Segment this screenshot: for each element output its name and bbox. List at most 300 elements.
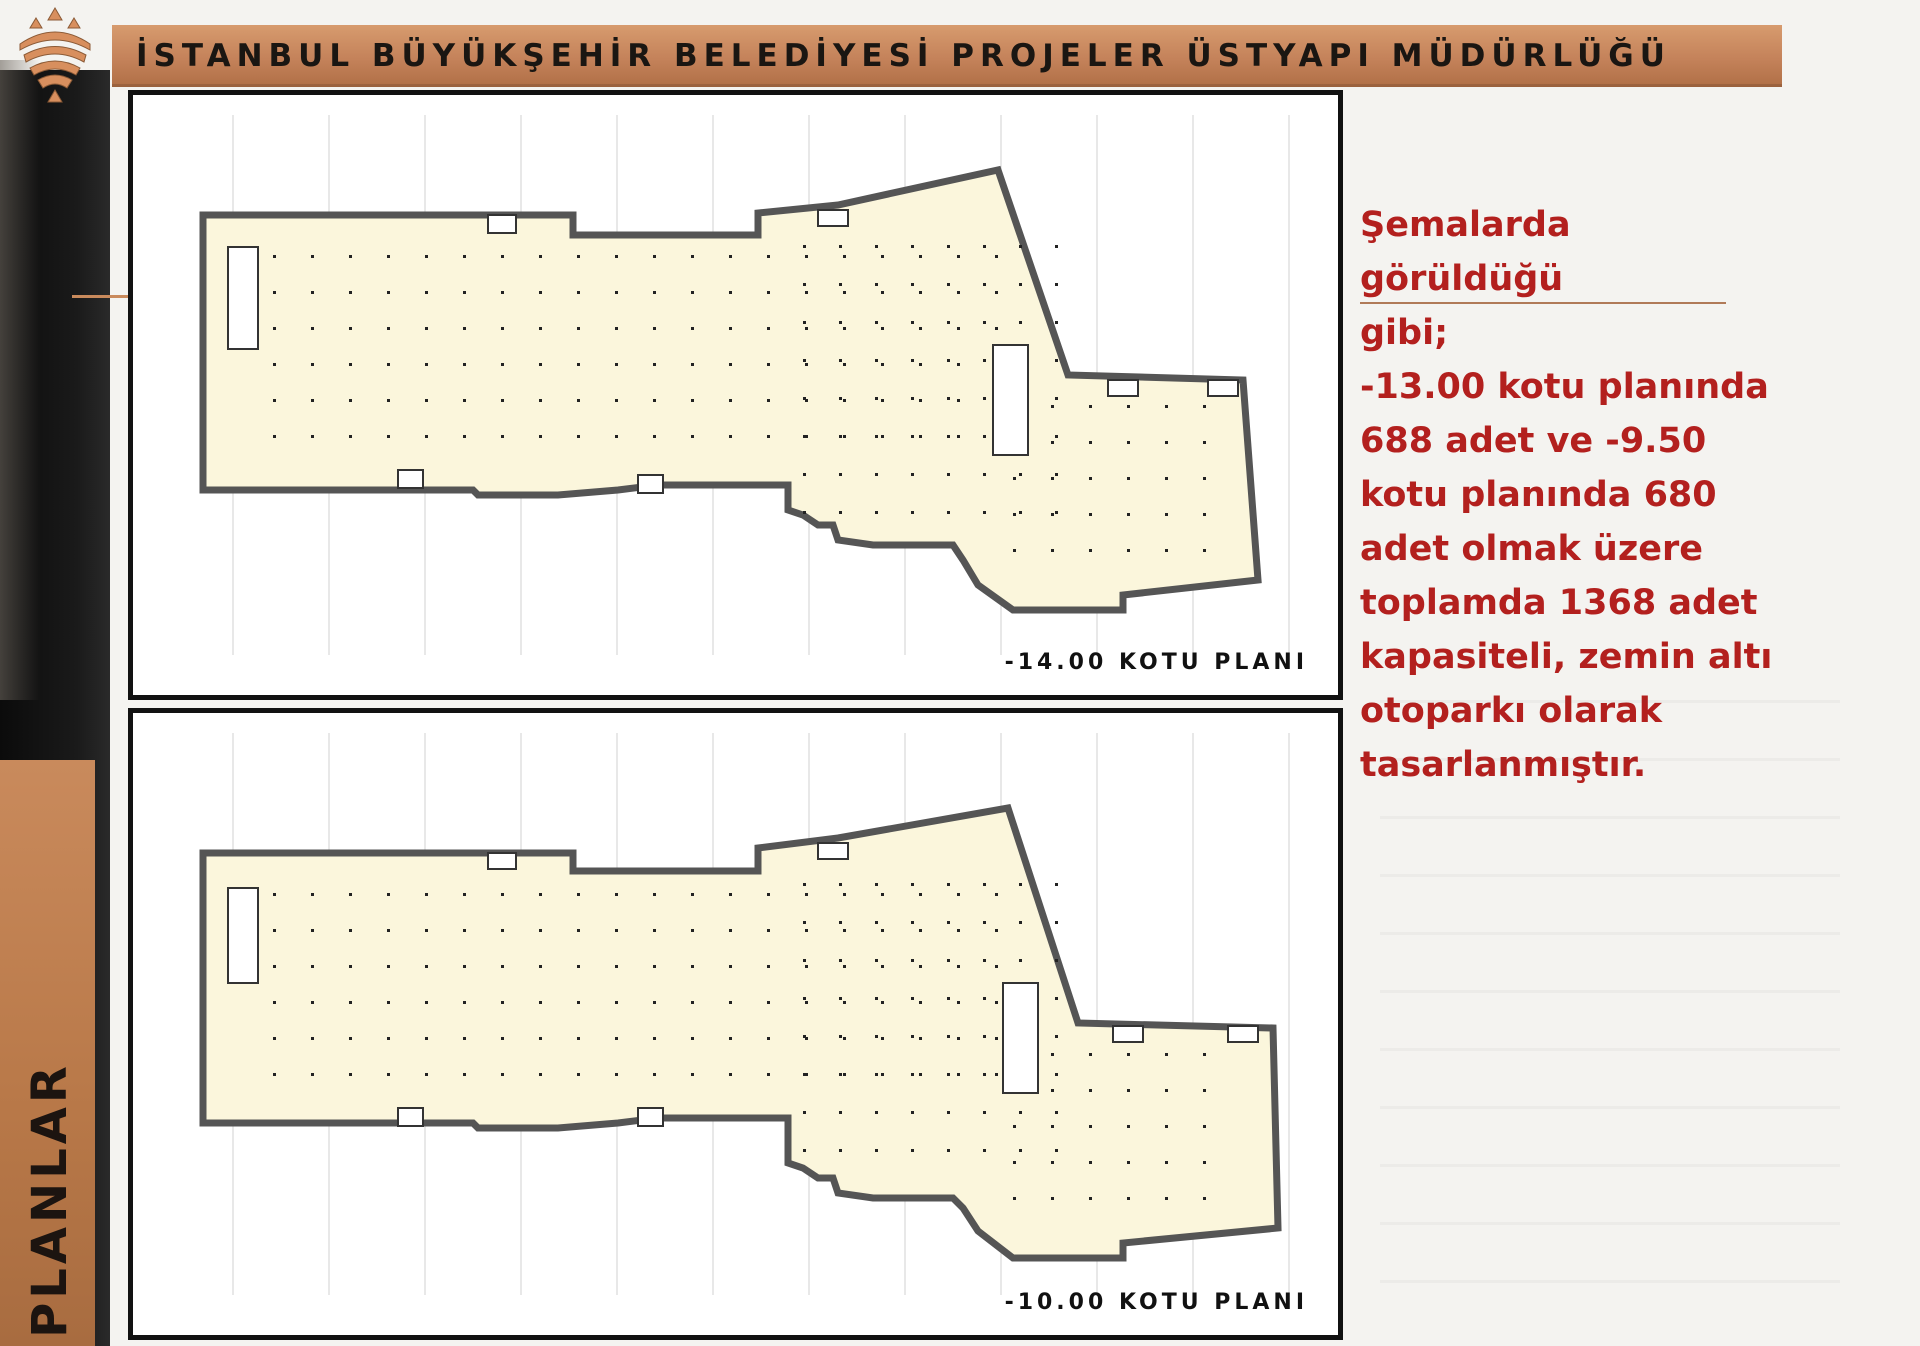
column-dot: [983, 1149, 986, 1152]
column-dot: [911, 359, 914, 362]
column-dot: [983, 997, 986, 1000]
plan-label: -10.00 KOTU PLANI: [1004, 1290, 1308, 1315]
column-dot: [803, 1149, 806, 1152]
column-dot: [839, 1035, 842, 1038]
column-dot: [1055, 321, 1058, 324]
column-dot: [911, 245, 914, 248]
column-dot: [919, 1073, 922, 1076]
column-dot: [1055, 1035, 1058, 1038]
column-dot: [729, 399, 732, 402]
column-dot: [729, 1037, 732, 1040]
column-dot: [1089, 1125, 1092, 1128]
ramp: [228, 247, 258, 349]
column-dot: [803, 321, 806, 324]
column-dot: [881, 363, 884, 366]
column-dot: [425, 435, 428, 438]
column-dot: [729, 255, 732, 258]
column-dot: [919, 255, 922, 258]
column-dot: [729, 965, 732, 968]
column-dot: [653, 327, 656, 330]
column-dot: [425, 291, 428, 294]
column-dot: [839, 473, 842, 476]
column-dot: [577, 327, 580, 330]
info-line: 688 adet ve -9.50: [1360, 421, 1707, 461]
column-dot: [425, 965, 428, 968]
column-dot: [983, 1111, 986, 1114]
column-dot: [1089, 1197, 1092, 1200]
column-dot: [577, 1037, 580, 1040]
column-dot: [653, 435, 656, 438]
column-dot: [349, 1037, 352, 1040]
column-dot: [803, 921, 806, 924]
column-dot: [875, 245, 878, 248]
column-dot: [539, 363, 542, 366]
column-dot: [1089, 549, 1092, 552]
info-line: gibi;: [1360, 313, 1449, 353]
column-dot: [843, 363, 846, 366]
column-dot: [911, 1111, 914, 1114]
column-dot: [387, 1001, 390, 1004]
column-dot: [1055, 921, 1058, 924]
column-dot: [839, 511, 842, 514]
column-dot: [911, 283, 914, 286]
column-dot: [875, 997, 878, 1000]
column-dot: [911, 959, 914, 962]
column-dot: [349, 255, 352, 258]
column-dot: [995, 327, 998, 330]
column-dot: [463, 363, 466, 366]
column-dot: [947, 959, 950, 962]
column-dot: [803, 245, 806, 248]
column-dot: [1127, 549, 1130, 552]
column-dot: [577, 435, 580, 438]
column-dot: [875, 397, 878, 400]
column-dot: [1203, 441, 1206, 444]
column-dot: [691, 435, 694, 438]
column-dot: [1089, 513, 1092, 516]
column-dot: [957, 291, 960, 294]
column-dot: [349, 929, 352, 932]
column-dot: [957, 965, 960, 968]
column-dot: [653, 893, 656, 896]
column-dot: [1089, 1053, 1092, 1056]
column-dot: [539, 399, 542, 402]
column-dot: [1165, 477, 1168, 480]
column-dot: [1055, 435, 1058, 438]
column-dot: [881, 1073, 884, 1076]
column-dot: [273, 291, 276, 294]
column-dot: [501, 435, 504, 438]
column-dot: [1089, 1161, 1092, 1164]
column-dot: [349, 435, 352, 438]
column-dot: [1127, 405, 1130, 408]
column-dot: [387, 327, 390, 330]
column-dot: [425, 363, 428, 366]
column-dot: [425, 1073, 428, 1076]
column-dot: [1055, 245, 1058, 248]
column-dot: [947, 1073, 950, 1076]
column-dot: [767, 255, 770, 258]
column-dot: [349, 1001, 352, 1004]
column-dot: [839, 359, 842, 362]
column-dot: [691, 1037, 694, 1040]
column-dot: [947, 997, 950, 1000]
column-dot: [843, 1037, 846, 1040]
column-dot: [767, 327, 770, 330]
core: [398, 470, 423, 488]
column-dot: [311, 327, 314, 330]
column-dot: [1019, 921, 1022, 924]
column-dot: [911, 321, 914, 324]
column-dot: [843, 1073, 846, 1076]
column-dot: [1165, 1125, 1168, 1128]
column-dot: [577, 1073, 580, 1076]
column-dot: [1051, 1089, 1054, 1092]
column-dot: [691, 363, 694, 366]
info-line: otoparkı olarak: [1360, 691, 1663, 731]
column-dot: [1055, 511, 1058, 514]
column-dot: [1051, 1161, 1054, 1164]
page-title: İSTANBUL BÜYÜKŞEHİR BELEDİYESİ PROJELER ÜSTYAPI MÜDÜRLÜĞÜ: [136, 38, 1671, 74]
column-dot: [311, 1037, 314, 1040]
column-dot: [919, 965, 922, 968]
core: [818, 210, 848, 226]
column-dot: [957, 255, 960, 258]
column-dot: [911, 997, 914, 1000]
column-dot: [843, 1001, 846, 1004]
column-dot: [1127, 1197, 1130, 1200]
column-dot: [805, 363, 808, 366]
column-dot: [1165, 549, 1168, 552]
column-dot: [1055, 959, 1058, 962]
column-dot: [463, 1037, 466, 1040]
core: [1208, 380, 1238, 396]
column-dot: [1013, 549, 1016, 552]
column-dot: [729, 327, 732, 330]
column-dot: [1013, 513, 1016, 516]
column-dot: [1013, 1161, 1016, 1164]
column-dot: [463, 399, 466, 402]
floor-plan-drawing: [133, 95, 1338, 695]
column-dot: [1165, 1197, 1168, 1200]
column-dot: [843, 327, 846, 330]
column-dot: [919, 893, 922, 896]
column-dot: [983, 283, 986, 286]
column-dot: [803, 397, 806, 400]
column-dot: [501, 255, 504, 258]
column-dot: [839, 245, 842, 248]
column-dot: [1127, 1053, 1130, 1056]
column-dot: [911, 397, 914, 400]
column-dot: [947, 245, 950, 248]
column-dot: [463, 435, 466, 438]
column-dot: [983, 921, 986, 924]
section-tab-label-wrap: [0, 1060, 100, 1340]
column-dot: [1203, 1197, 1206, 1200]
column-dot: [957, 435, 960, 438]
column-dot: [947, 1149, 950, 1152]
column-dot: [1019, 883, 1022, 886]
column-dot: [1051, 1197, 1054, 1200]
column-dot: [995, 291, 998, 294]
column-dot: [539, 965, 542, 968]
column-dot: [881, 399, 884, 402]
column-dot: [803, 473, 806, 476]
floor-plan-drawing: [133, 713, 1338, 1335]
floor-outline: [203, 170, 1258, 610]
column-dot: [839, 883, 842, 886]
column-dot: [577, 965, 580, 968]
column-dot: [273, 893, 276, 896]
column-dot: [273, 363, 276, 366]
column-dot: [539, 893, 542, 896]
column-dot: [839, 1073, 842, 1076]
column-dot: [767, 1073, 770, 1076]
column-dot: [1051, 441, 1054, 444]
column-dot: [1013, 1197, 1016, 1200]
column-dot: [803, 359, 806, 362]
column-dot: [957, 1001, 960, 1004]
column-dot: [311, 399, 314, 402]
column-dot: [463, 929, 466, 932]
column-dot: [463, 1073, 466, 1076]
column-dot: [881, 327, 884, 330]
column-dot: [803, 1073, 806, 1076]
column-dot: [577, 1001, 580, 1004]
column-dot: [1055, 283, 1058, 286]
column-dot: [615, 435, 618, 438]
column-dot: [1165, 1089, 1168, 1092]
column-dot: [839, 921, 842, 924]
column-dot: [767, 929, 770, 932]
column-dot: [947, 435, 950, 438]
section-tab-label: PLANLAR: [22, 1062, 78, 1338]
plan-label: -14.00 KOTU PLANI: [1004, 650, 1308, 675]
column-dot: [653, 1001, 656, 1004]
column-dot: [947, 511, 950, 514]
column-dot: [463, 255, 466, 258]
ramp: [993, 345, 1028, 455]
column-dot: [881, 255, 884, 258]
column-dot: [947, 359, 950, 362]
core: [1113, 1026, 1143, 1042]
column-dot: [273, 1037, 276, 1040]
column-dot: [501, 399, 504, 402]
column-dot: [1019, 1111, 1022, 1114]
column-dot: [1055, 1149, 1058, 1152]
column-dot: [577, 929, 580, 932]
column-dot: [839, 959, 842, 962]
column-dot: [767, 363, 770, 366]
column-dot: [805, 255, 808, 258]
column-dot: [577, 399, 580, 402]
column-dot: [947, 397, 950, 400]
column-dot: [875, 511, 878, 514]
column-dot: [273, 327, 276, 330]
column-dot: [911, 921, 914, 924]
column-dot: [273, 929, 276, 932]
column-dot: [995, 1073, 998, 1076]
header-bar: [112, 25, 1782, 87]
info-line: tasarlanmıştır.: [1360, 745, 1647, 785]
column-dot: [1127, 513, 1130, 516]
column-dot: [1203, 513, 1206, 516]
column-dot: [539, 255, 542, 258]
column-dot: [1127, 1089, 1130, 1092]
column-dot: [983, 473, 986, 476]
column-dot: [843, 291, 846, 294]
column-dot: [425, 255, 428, 258]
column-dot: [881, 929, 884, 932]
column-dot: [273, 399, 276, 402]
core: [638, 1108, 663, 1126]
column-dot: [539, 291, 542, 294]
column-dot: [615, 965, 618, 968]
column-dot: [425, 399, 428, 402]
column-dot: [875, 883, 878, 886]
column-dot: [805, 291, 808, 294]
column-dot: [957, 929, 960, 932]
background-ghost: [1380, 700, 1840, 1300]
column-dot: [653, 363, 656, 366]
column-dot: [387, 965, 390, 968]
column-dot: [615, 1073, 618, 1076]
column-dot: [995, 893, 998, 896]
column-dot: [881, 965, 884, 968]
core: [398, 1108, 423, 1126]
core: [818, 843, 848, 859]
column-dot: [387, 893, 390, 896]
column-dot: [273, 435, 276, 438]
column-dot: [691, 965, 694, 968]
column-dot: [875, 1149, 878, 1152]
column-dot: [653, 1037, 656, 1040]
column-dot: [1089, 1089, 1092, 1092]
column-dot: [539, 327, 542, 330]
column-dot: [501, 929, 504, 932]
column-dot: [839, 397, 842, 400]
column-dot: [349, 363, 352, 366]
column-dot: [995, 1001, 998, 1004]
column-dot: [1127, 1161, 1130, 1164]
column-dot: [691, 1073, 694, 1076]
column-dot: [957, 399, 960, 402]
column-dot: [1055, 359, 1058, 362]
column-dot: [463, 327, 466, 330]
column-dot: [615, 1001, 618, 1004]
column-dot: [311, 255, 314, 258]
column-dot: [803, 1035, 806, 1038]
column-dot: [875, 283, 878, 286]
column-dot: [875, 1111, 878, 1114]
column-dot: [1089, 405, 1092, 408]
info-line: Şemalarda görüldüğü: [1360, 205, 1571, 299]
column-dot: [911, 1149, 914, 1152]
column-dot: [729, 929, 732, 932]
column-dot: [805, 1001, 808, 1004]
column-dot: [1127, 477, 1130, 480]
column-dot: [1203, 477, 1206, 480]
column-dot: [311, 435, 314, 438]
column-dot: [577, 363, 580, 366]
column-dot: [691, 255, 694, 258]
column-dot: [767, 435, 770, 438]
column-dot: [615, 363, 618, 366]
column-dot: [919, 1001, 922, 1004]
column-dot: [947, 321, 950, 324]
column-dot: [729, 291, 732, 294]
column-dot: [615, 399, 618, 402]
column-dot: [1051, 513, 1054, 516]
column-dot: [881, 1037, 884, 1040]
column-dot: [947, 283, 950, 286]
column-dot: [615, 291, 618, 294]
column-dot: [273, 965, 276, 968]
column-dot: [387, 291, 390, 294]
column-dot: [463, 893, 466, 896]
column-dot: [463, 965, 466, 968]
column-dot: [539, 1073, 542, 1076]
column-dot: [1013, 477, 1016, 480]
info-line: adet olmak üzere: [1360, 529, 1703, 569]
column-dot: [875, 1073, 878, 1076]
column-dot: [501, 893, 504, 896]
column-dot: [1055, 997, 1058, 1000]
column-dot: [501, 1001, 504, 1004]
column-dot: [1051, 1053, 1054, 1056]
ramp: [1003, 983, 1038, 1093]
column-dot: [425, 327, 428, 330]
column-dot: [1203, 1125, 1206, 1128]
column-dot: [881, 1001, 884, 1004]
column-dot: [653, 255, 656, 258]
column-dot: [919, 1037, 922, 1040]
column-dot: [311, 1073, 314, 1076]
info-line: kapasiteli, zemin altı: [1360, 637, 1773, 677]
column-dot: [653, 929, 656, 932]
column-dot: [803, 283, 806, 286]
column-dot: [1165, 513, 1168, 516]
column-dot: [839, 321, 842, 324]
column-dot: [1089, 477, 1092, 480]
column-dot: [1051, 549, 1054, 552]
column-dot: [615, 1037, 618, 1040]
column-dot: [653, 965, 656, 968]
column-dot: [653, 291, 656, 294]
column-dot: [957, 1037, 960, 1040]
column-dot: [1019, 511, 1022, 514]
column-dot: [803, 883, 806, 886]
column-dot: [463, 1001, 466, 1004]
column-dot: [875, 359, 878, 362]
column-dot: [805, 327, 808, 330]
info-line: toplamda 1368 adet: [1360, 583, 1758, 623]
column-dot: [983, 359, 986, 362]
column-dot: [919, 327, 922, 330]
column-dot: [1203, 405, 1206, 408]
column-dot: [501, 1037, 504, 1040]
column-dot: [843, 965, 846, 968]
column-dot: [501, 291, 504, 294]
left-shadow: [0, 60, 40, 700]
column-dot: [983, 1073, 986, 1076]
column-dot: [995, 965, 998, 968]
column-dot: [615, 893, 618, 896]
column-dot: [1019, 959, 1022, 962]
column-dot: [957, 893, 960, 896]
column-dot: [349, 399, 352, 402]
column-dot: [615, 929, 618, 932]
